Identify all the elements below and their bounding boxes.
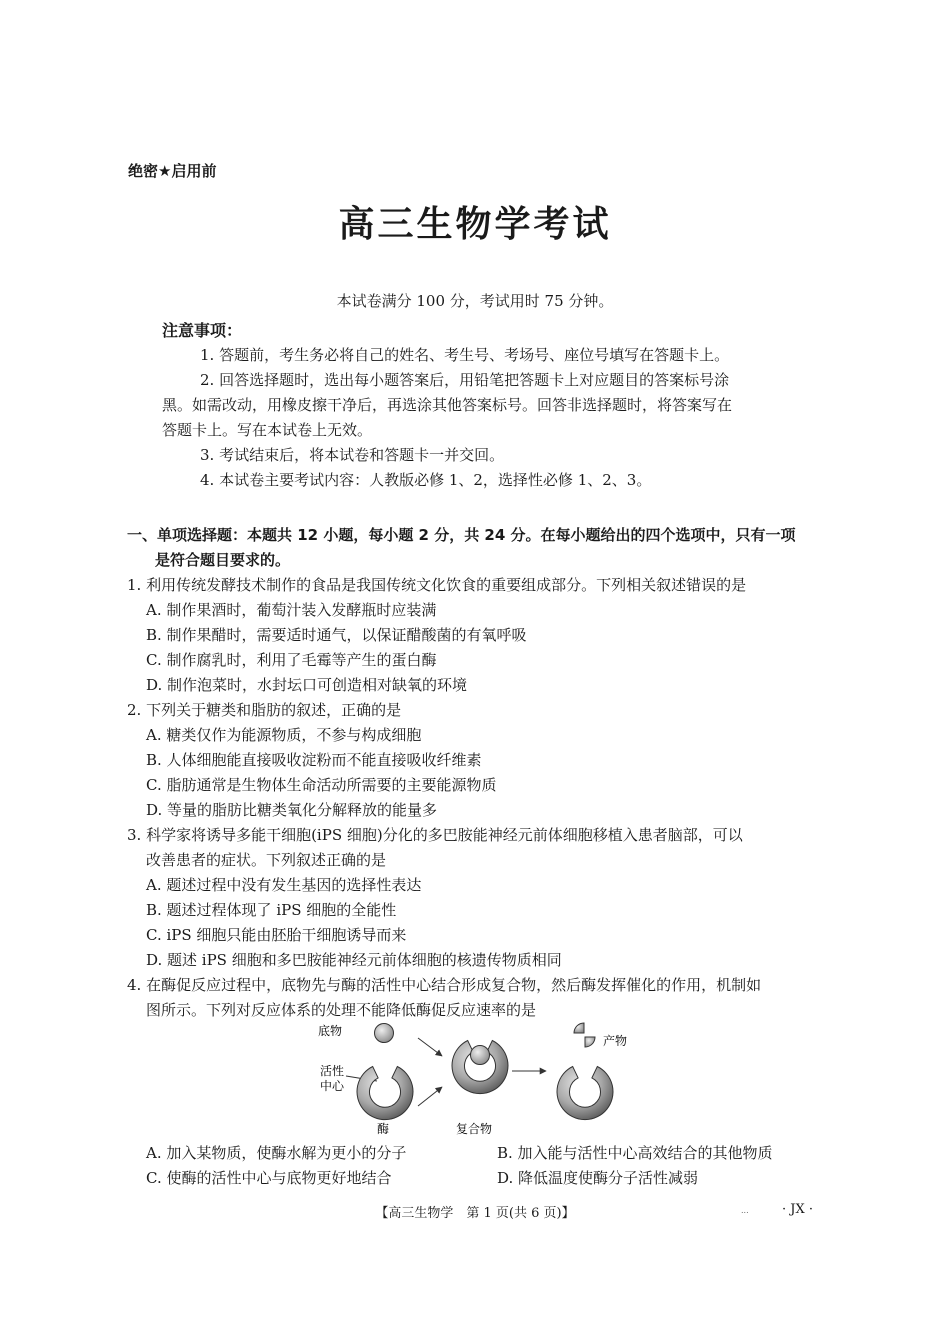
question-1-option-b: B. 制作果醋时，需要适时通气，以保证醋酸菌的有氧呼吸	[146, 626, 527, 644]
substrate-molecule	[375, 1024, 394, 1043]
question-3-option-d: D. 题述 iPS 细胞和多巴胺能神经元前体细胞的核遗传物质相同	[146, 951, 562, 969]
label-product: 产物	[603, 1034, 628, 1048]
question-3-stem: 3. 科学家将诱导多能干细胞(iPS 细胞)分化的多巴胺能神经元前体细胞移植入患者脑部，可以	[127, 826, 743, 844]
enzyme-mechanism-figure	[300, 1018, 660, 1140]
question-2-option-a: A. 糖类仅作为能源物质，不参与构成细胞	[146, 726, 422, 744]
page-footer: 【高三生物学 第 1 页(共 6 页)】	[375, 1206, 575, 1221]
notice-line: 2. 回答选择题时，选出每小题答案后，用铅笔把答题卡上对应题目的答案标号涂	[200, 371, 730, 389]
section-heading-cont: 是符合题目要求的。	[155, 551, 291, 569]
arrow-enzyme-binding	[418, 1087, 442, 1106]
exam-subtitle: 本试卷满分 100 分，考试用时 75 分钟。	[336, 292, 614, 310]
label-active-site-2: 中心	[320, 1079, 345, 1093]
notice-line: 4. 本试卷主要考试内容：人教版必修 1、2，选择性必修 1、2、3。	[200, 471, 652, 489]
notice-line: 黑。如需改动，用橡皮擦干净后，再选涂其他答案标号。回答非选择题时，将答案写在	[162, 396, 733, 414]
notice-line: 3. 考试结束后，将本试卷和答题卡一并交回。	[200, 446, 505, 464]
released-enzyme	[557, 1067, 613, 1120]
question-3-option-a: A. 题述过程中没有发生基因的选择性表达	[146, 876, 422, 894]
label-enzyme: 酶	[377, 1122, 390, 1136]
question-1-option-d: D. 制作泡菜时，水封坛口可创造相对缺氧的环境	[146, 676, 468, 694]
question-3-stem-cont: 改善患者的症状。下列叙述正确的是	[146, 851, 387, 869]
notice-heading: 注意事项：	[162, 321, 243, 340]
arrow-substrate-binding	[418, 1038, 442, 1056]
section-heading: 一、单项选择题：本题共 12 小题，每小题 2 分，共 24 分。在每小题给出的四个选项中，只有一项	[127, 526, 796, 544]
question-2-option-c: C. 脂肪通常是生物体生命活动所需要的主要能源物质	[146, 776, 497, 794]
question-4-option-b: B. 加入能与活性中心高效结合的其他物质	[497, 1144, 773, 1162]
question-1-stem: 1. 利用传统发酵技术制作的食品是我国传统文化饮食的重要组成部分。下列相关叙述错误的是	[127, 576, 747, 594]
question-4-option-c: C. 使酶的活性中心与底物更好地结合	[146, 1169, 392, 1187]
question-1-option-a: A. 制作果酒时，葡萄汁装入发酵瓶时应装满	[146, 601, 437, 619]
label-substrate: 底物	[318, 1024, 343, 1038]
product-piece-1	[574, 1023, 584, 1033]
question-1-option-c: C. 制作腐乳时，利用了毛霉等产生的蛋白酶	[146, 651, 437, 669]
footer-dots: ...	[741, 1206, 749, 1215]
question-3-option-b: B. 题述过程体现了 iPS 细胞的全能性	[146, 901, 397, 919]
notice-line: 答题卡上。写在本试卷上无效。	[162, 421, 373, 439]
question-4-stem: 4. 在酶促反应过程中，底物先与酶的活性中心结合形成复合物，然后酶发挥催化的作用，机制如	[127, 976, 762, 994]
complex-substrate	[471, 1046, 490, 1065]
question-2-option-b: B. 人体细胞能直接吸收淀粉而不能直接吸收纤维素	[146, 751, 482, 769]
product-piece-2	[585, 1037, 595, 1047]
label-complex: 复合物	[456, 1122, 493, 1136]
question-2-stem: 2. 下列关于糖类和脂肪的叙述，正确的是	[127, 701, 402, 719]
question-4-option-d: D. 降低温度使酶分子活性减弱	[497, 1169, 699, 1187]
question-2-option-d: D. 等量的脂肪比糖类氧化分解释放的能量多	[146, 801, 438, 819]
question-3-option-c: C. iPS 细胞只能由胚胎干细胞诱导而来	[146, 926, 407, 944]
enzyme-molecule	[357, 1067, 413, 1120]
label-active-site-1: 活性	[320, 1064, 345, 1078]
question-4-stem-cont: 图所示。下列对反应体系的处理不能降低酶促反应速率的是	[146, 1001, 537, 1019]
confidential-mark: 绝密★启用前	[128, 162, 217, 180]
question-4-option-a: A. 加入某物质，使酶水解为更小的分子	[146, 1144, 407, 1162]
footer-code: · JX ·	[782, 1202, 813, 1217]
notice-line: 1. 答题前，考生务必将自己的姓名、考生号、考场号、座位号填写在答题卡上。	[200, 346, 730, 364]
exam-title: 高三生物学考试	[338, 204, 612, 245]
